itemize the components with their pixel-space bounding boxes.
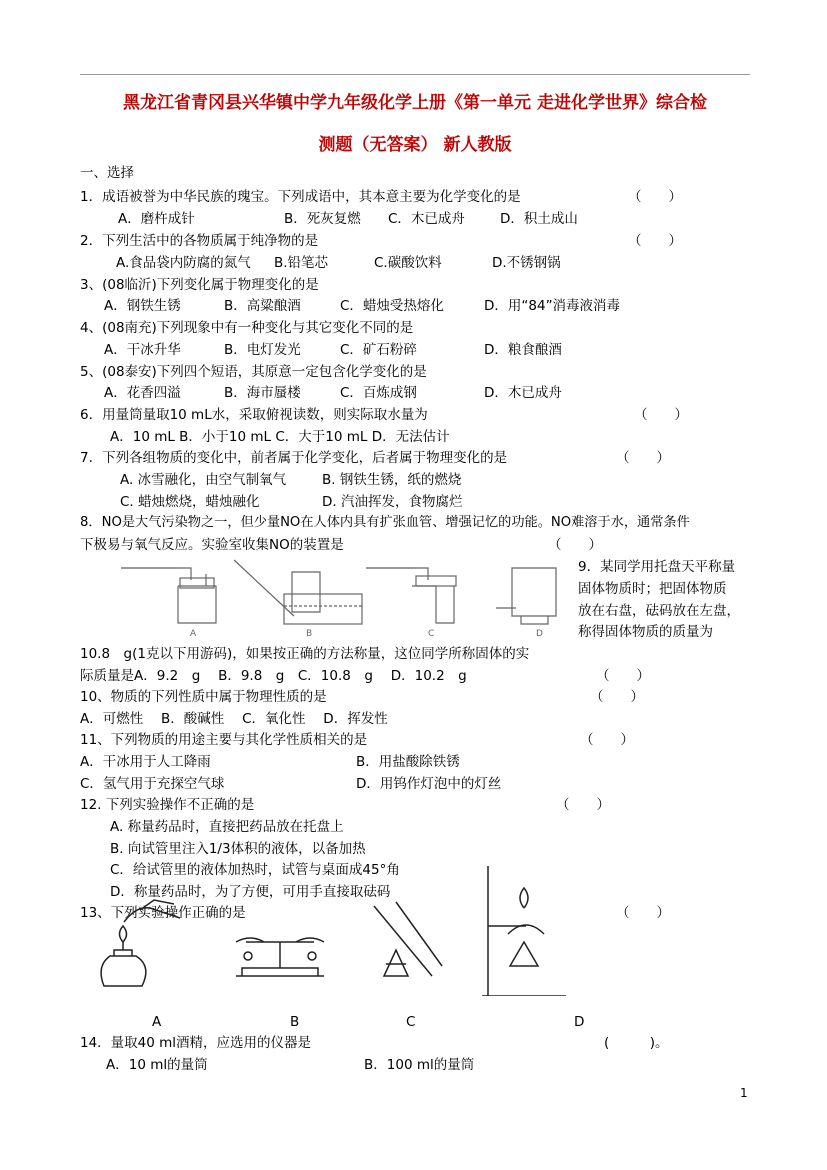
- q12-stem: 12. 下列实验操作不正确的是: [80, 797, 255, 813]
- q2-opt-a: A.食品袋内防腐的氮气: [116, 255, 251, 271]
- q4-opt-b: B．电灯发光: [224, 342, 301, 358]
- q3-opt-a: A．钢铁生锈: [104, 298, 181, 314]
- q4-opt-a: A．干冰升华: [104, 342, 181, 358]
- q9-answer-blank: （ ）: [596, 668, 650, 684]
- q9-line5: 10.8 g(1克以下用游码)，如果按正确的方法称量，这位同学所称固体的实: [80, 646, 530, 662]
- q2-stem: 2．下列生活中的各物质属于纯净物的是: [80, 233, 319, 249]
- q14-answer-blank: ( )。: [604, 1035, 669, 1051]
- q13-operations-figure: [96, 846, 616, 996]
- q12-opt-c: C．给试管里的液体加热时，试管与桌面成45°角: [110, 862, 400, 878]
- q14-stem: 14．量取40 ml酒精，应选用的仪器是: [80, 1035, 312, 1051]
- q8-label-c: C: [428, 629, 435, 638]
- q13-label-d: D: [574, 1014, 585, 1030]
- q11-stem: 11、下列物质的用途主要与其化学性质相关的是: [80, 732, 368, 748]
- header-rule: [80, 74, 750, 75]
- q12-opt-a: A. 称量药品时，直接把药品放在托盘上: [110, 819, 344, 835]
- q2-answer-blank: （ ）: [628, 233, 682, 249]
- q4-stem: 4、(08南充)下列现象中有一种变化与其它变化不同的是: [80, 320, 414, 336]
- q8-stem-line2: 下极易与氧气反应。实验室收集NO的装置是: [80, 537, 344, 553]
- q9-line1: 9．某同学用托盘天平称量: [578, 559, 736, 575]
- q3-opt-b: B．高粱酿酒: [224, 298, 301, 314]
- q9-line2: 固体物质时；把固体物质: [578, 581, 727, 597]
- q3-opt-c: C．蜡烛受热熔化: [340, 298, 444, 314]
- q5-opt-b: B．海市蜃楼: [224, 385, 301, 401]
- q6-options: A．10 mL B．小于10 mL C．大于10 mL D．无法估计: [110, 429, 450, 445]
- q9-line6: 际质量是A．9.2 g B．9.8 g C．10.8 g D．10.2 g: [80, 668, 467, 684]
- q2-opt-d: D.不锈钢锅: [492, 255, 561, 271]
- q5-opt-c: C．百炼成钢: [340, 385, 417, 401]
- page-number: 1: [740, 1086, 748, 1100]
- q6-answer-blank: （ ）: [634, 407, 688, 423]
- q11-answer-blank: （ ）: [580, 732, 634, 748]
- q10-stem: 10、物质的下列性质中属于物理性质的是: [80, 689, 327, 705]
- doc-title-line2: 测题（无答案） 新人教版: [318, 135, 512, 155]
- q8-apparatus-figure: [116, 558, 566, 638]
- q5-stem: 5、(08泰安)下列四个短语，其原意一定包含化学变化的是: [80, 364, 427, 380]
- q13-label-a: A: [152, 1014, 162, 1030]
- q8-stem-line1: 8．NO是大气污染物之一，但少量NO在人体内具有扩张血管、增强记忆的功能。NO难溶于水，通常条件: [80, 515, 690, 530]
- q3-opt-d: D．用“84”消毒液消毒: [484, 298, 621, 314]
- q14-opt-b: B．100 ml的量筒: [364, 1057, 475, 1073]
- q9-line4: 称得固体物质的质量为: [578, 624, 713, 640]
- q11-opt-b: B．用盐酸除铁锈: [356, 754, 460, 770]
- q8-label-a: A: [190, 629, 197, 638]
- q2-opt-b: B.铅笔芯: [274, 255, 329, 271]
- q4-opt-d: D．粮食酿酒: [484, 342, 562, 358]
- q6-stem: 6．用量筒量取10 mL水，采取俯视读数，则实际取水量为: [80, 407, 428, 423]
- q10-answer-blank: （ ）: [590, 689, 644, 705]
- section-heading: 一、选择: [80, 165, 134, 181]
- q12-opt-d: D．称量药品时，为了方便，可用手直接取砝码: [110, 884, 391, 900]
- q1-opt-a: A．磨杵成针: [118, 211, 195, 227]
- q1-stem: 1．成语被誉为中华民族的瑰宝。下列成语中，其本意主要为化学变化的是: [80, 189, 521, 205]
- q2-opt-c: C.碳酸饮料: [374, 255, 442, 271]
- q10-options: A．可燃性 B．酸碱性 C．氧化性 D．挥发性: [80, 711, 388, 727]
- q7-stem: 7．下列各组物质的变化中，前者属于化学变化，后者属于物理变化的是: [80, 450, 508, 466]
- q1-opt-d: D．积土成山: [500, 211, 578, 227]
- q7-opt-b: B. 钢铁生锈，纸的燃烧: [322, 472, 462, 488]
- q7-opt-c: C. 蜡烛燃烧，蜡烛融化: [120, 494, 260, 510]
- q11-opt-a: A．干冰用于人工降雨: [80, 754, 211, 770]
- q8-label-d: D: [536, 629, 543, 638]
- q1-opt-c: C．木已成舟: [388, 211, 465, 227]
- q13-answer-blank: （ ）: [616, 905, 670, 921]
- q7-opt-a: A. 冰雪融化，由空气制氧气: [120, 472, 287, 488]
- q4-opt-c: C．矿石粉碎: [340, 342, 417, 358]
- q12-answer-blank: （ ）: [556, 797, 610, 813]
- q5-opt-d: D．木已成舟: [484, 385, 562, 401]
- q13-stem: 13、下列实验操作正确的是: [80, 905, 246, 921]
- q7-answer-blank: （ ）: [616, 450, 670, 466]
- doc-title-line1: 黑龙江省青冈县兴华镇中学九年级化学上册《第一单元 走进化学世界》综合检: [123, 93, 707, 113]
- q13-label-b: B: [290, 1014, 300, 1030]
- q3-stem: 3、(08临沂)下列变化属于物理变化的是: [80, 277, 319, 293]
- q9-line3: 放在右盘，砝码放在左盘，: [578, 603, 740, 619]
- q14-opt-a: A．10 ml的量筒: [106, 1057, 208, 1073]
- q13-label-c: C: [406, 1014, 416, 1030]
- q5-opt-a: A．花香四溢: [104, 385, 181, 401]
- q8-answer-blank: （ ）: [548, 537, 602, 553]
- q11-opt-d: D．用钨作灯泡中的灯丝: [356, 776, 502, 792]
- q11-opt-c: C．氢气用于充探空气球: [80, 776, 225, 792]
- q7-opt-d: D. 汽油挥发，食物腐烂: [322, 494, 463, 510]
- q8-label-b: B: [306, 629, 313, 638]
- q12-opt-b: B. 向试管里注入1/3体积的液体，以备加热: [110, 841, 366, 857]
- q1-answer-blank: （ ）: [628, 189, 682, 205]
- q1-opt-b: B．死灰复燃: [284, 211, 361, 227]
